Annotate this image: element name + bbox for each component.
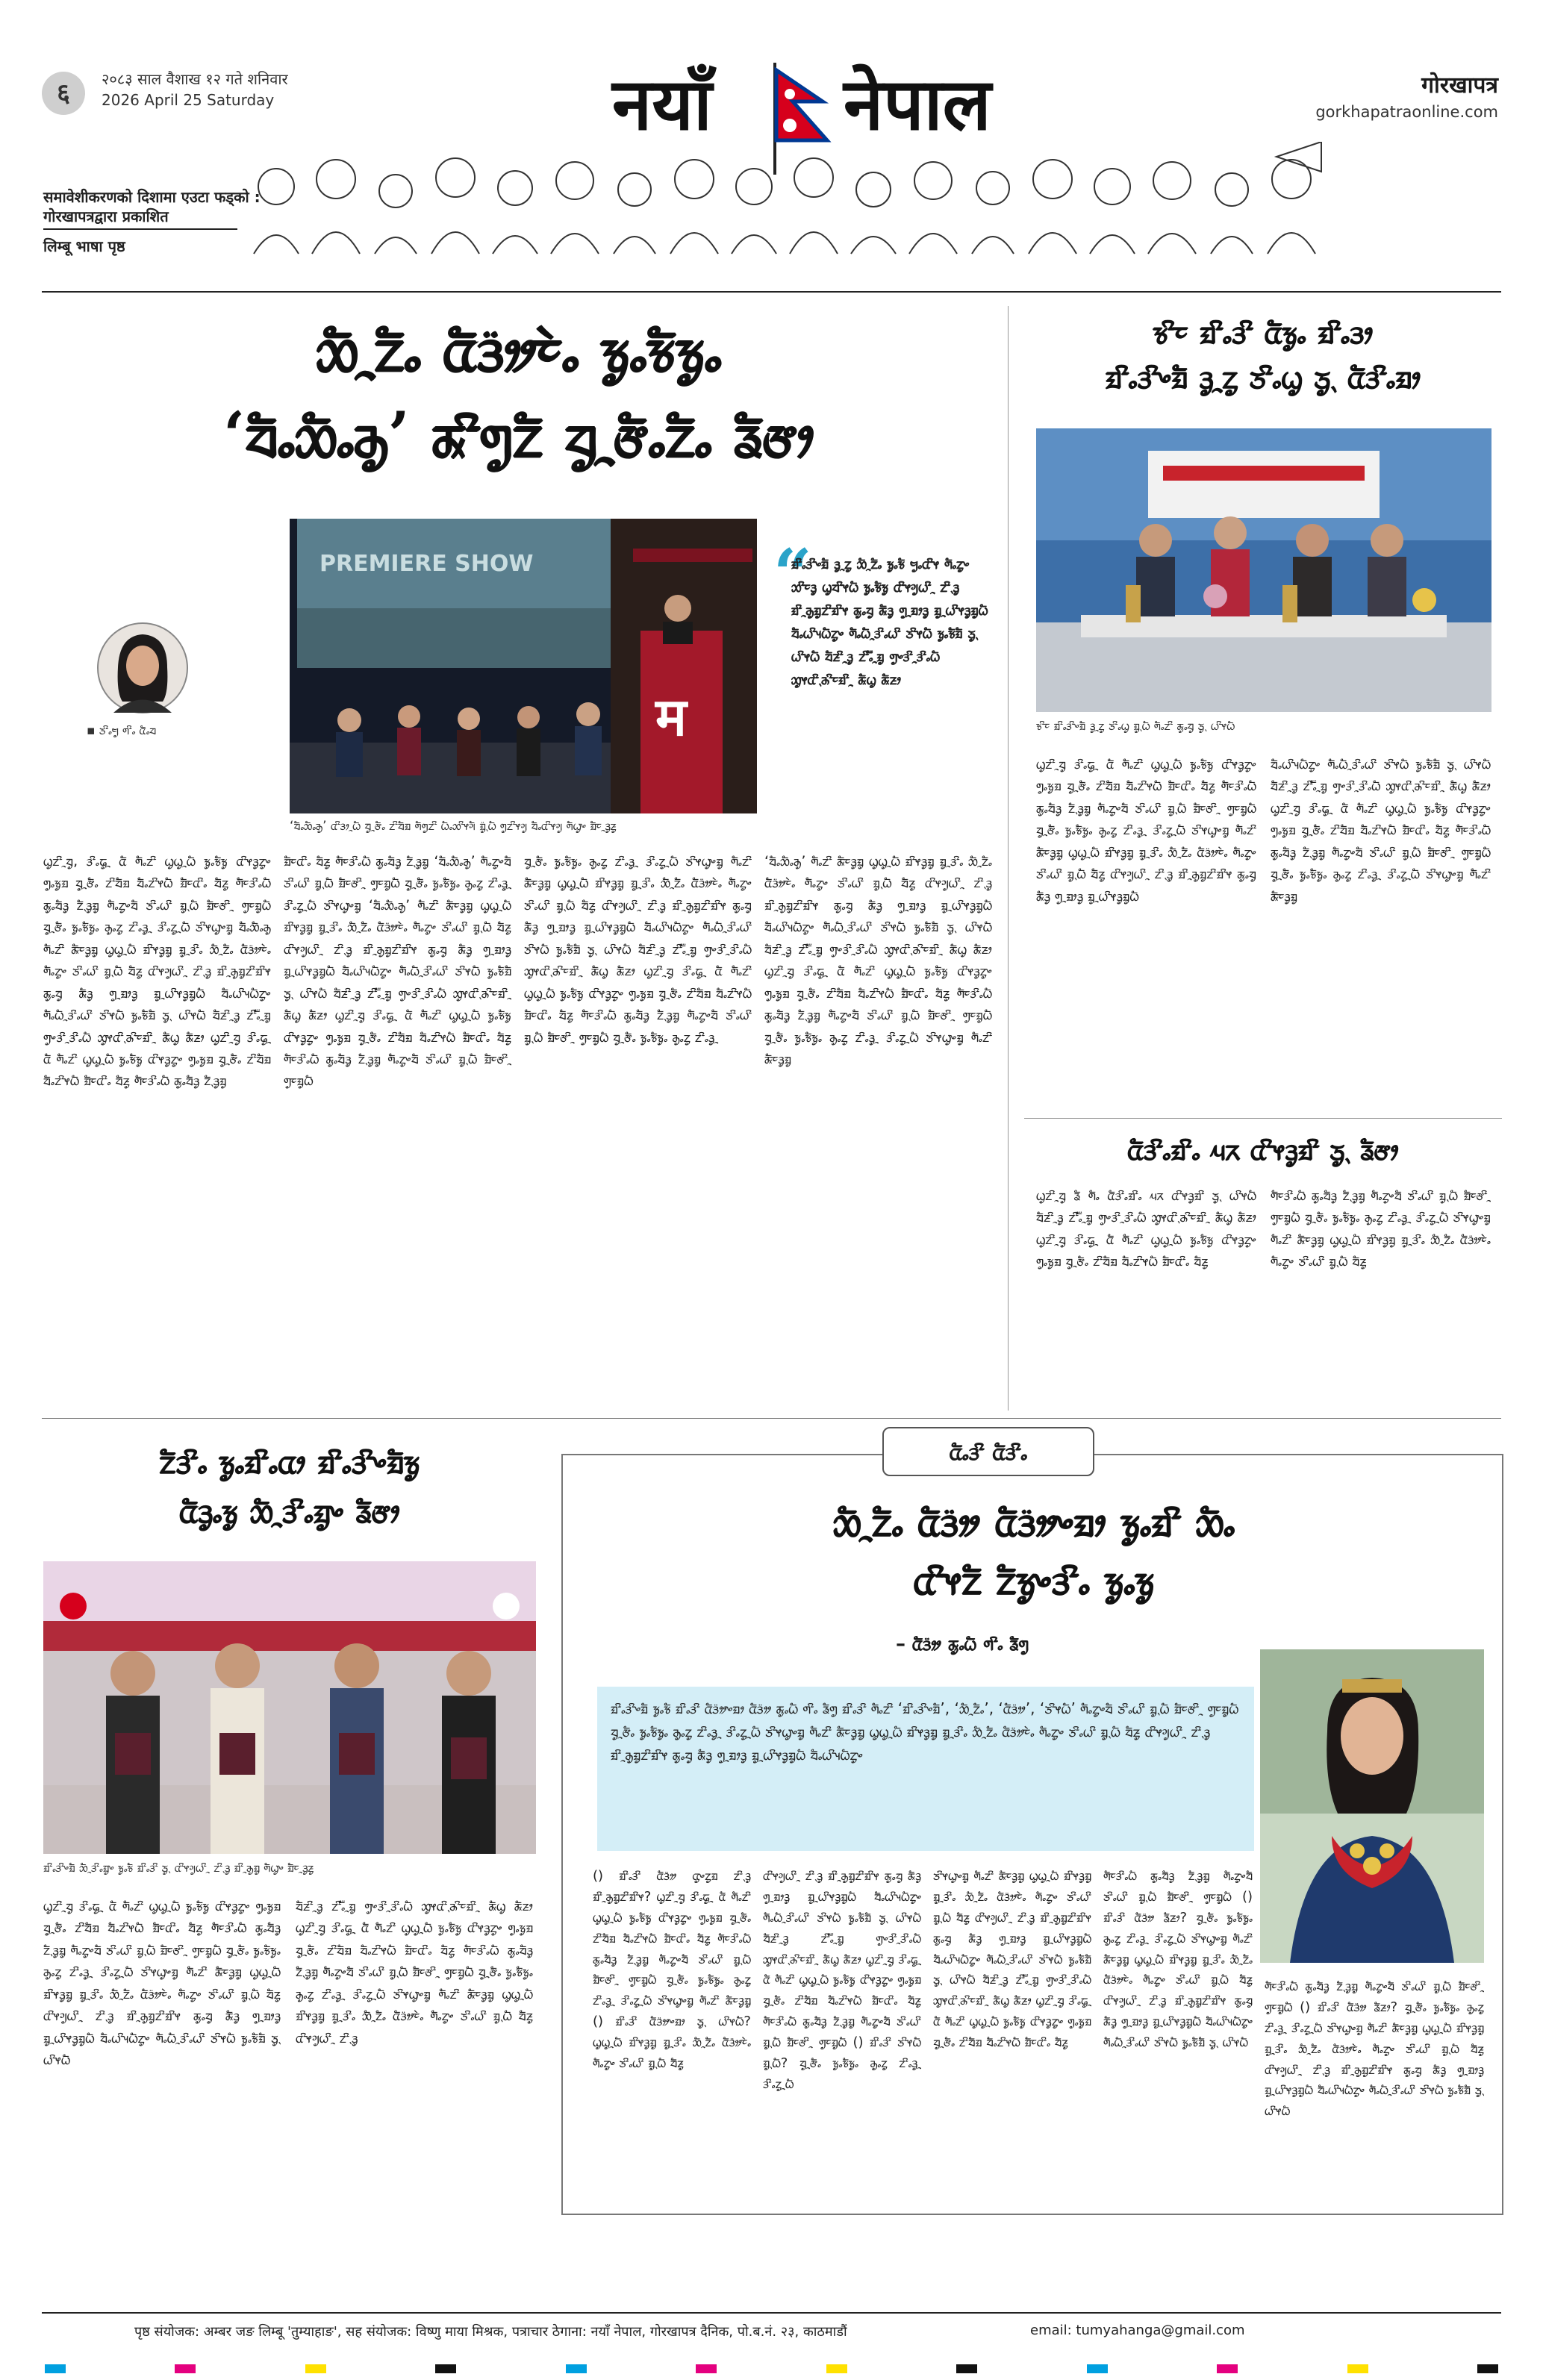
black-mark	[1477, 2364, 1498, 2373]
right-headline-line2: ᤀᤡᤱᤋᤡᤴᤀᤠ ᤋᤢᤳᤁᤢ ᤍᤡᤱᤐᤢ ᤍᤢᤷ ᤂᤠᤋᤡᤱᤀᤣ	[1105, 358, 1421, 396]
interviewee-photo	[1260, 1649, 1484, 1963]
date-english: 2026 April 25 Saturday	[102, 91, 275, 109]
column-divider	[1008, 306, 1009, 1411]
lead-photo-caption: ‘ᤔᤠᤱᤑᤠᤱᤌᤢ’ ᤂᤡᤋᤣᤳᤐᤠ ᤔᤢᤳᤅᤠᤱ ᤁᤡᤔᤠᤀ ᤛᤠᤛᤢᤁᤡ ᤐᤠᤱᤑᤡᤶᤆᤠ ᤀᤢ᤺ᤷᤐᤠ ᤛᤢᤁᤡᤶᤆᤢ ᤔᤠᤱᤂᤡᤶᤆᤢ ᤛᤠᤐᤢᤴ ᤀᤠᤰᤳᤋᤢᤏᤢ	[290, 819, 617, 834]
bottom-left-body-col2: ᤔᤠᤏᤡᤳᤋᤢ ᤁᤡᤱ᤺ᤠᤳᤀᤢ ᤛᤢᤴᤋᤡᤳᤋᤡᤱᤐᤠ ᤑᤢᤶᤂᤡᤷᤌᤡᤰᤀᤡᤳ ᤊᤠᤐᤢ ᤊᤠᤏᤣ ᤐᤢᤁᤡᤳᤔᤢ ᤋᤡᤱᤒᤢᤳ ᤂᤠ ᤛᤠᤱᤁᤡ ᤐᤢᤐᤢᤳᤐᤠ ᤃᤢᤱᤃᤠᤃᤢ ᤂᤡᤶᤋᤢᤁᤢᤴ ᤛᤢᤱᤃᤢᤀ ᤔᤢᤳᤅᤠᤱ ᤁᤡᤔᤠᤀ ᤔᤠᤱᤁᤡᤶᤐᤠ ᤀᤠᤰᤂᤡᤱ ᤔᤠᤏᤢ ᤛᤠᤰᤋᤡᤱᤐᤠ ᤊᤢᤱᤔᤠᤋᤢ ᤁᤠᤷᤋᤢᤀᤢ ᤛᤠᤱᤁᤢᤴᤔᤠ ᤍᤡᤱᤐᤡ ᤀᤢᤷᤐᤠ ᤀᤠᤰᤅᤡᤳ ᤛᤢᤰᤀᤢᤐᤠ ᤔᤢᤳᤅᤠᤱ ᤃᤢᤱᤃᤠᤃᤢᤱ ᤌᤢᤱᤁᤢ ᤁᤡᤱᤋᤢᤳ ᤋᤡᤱᤁᤢᤳᤐᤠ ᤍᤡᤶᤐᤢᤴᤀᤢ ᤛᤠᤱᤁᤡ ᤊᤠᤰᤋᤢᤀᤢ ᤐᤢᤐᤢᤳᤐᤠ ᤀᤡᤶᤋᤢᤀᤢ ᤀᤢᤳᤋᤡᤱ ᤑᤠᤳᤁᤠᤱ ᤂᤠᤋᤤ᤺ᤰᤧᤱ ᤛᤠᤱᤁᤢᤴ ᤍᤡᤱᤐᤡ ᤀᤢᤷᤐᤠ ᤔᤠᤏᤢ ᤂᤡᤶᤆᤢᤐᤡᤳ ᤁᤡᤷᤋᤢ	[296, 1898, 533, 2046]
tagline-divider	[43, 228, 237, 230]
footer-rule	[42, 2312, 1501, 2314]
svg-text:म: म	[655, 687, 687, 748]
brief-body-col2: ᤛᤠᤰᤋᤡᤱᤐᤠ ᤊᤢᤱᤔᤠᤋᤢ ᤁᤠᤷᤋᤢᤀᤢ ᤛᤠᤱᤁᤢᤴᤔᤠ ᤍᤡᤱᤐᤡ ᤀᤢᤷᤐᤠ ᤀᤠᤰᤅᤡᤳ ᤛᤢᤰᤀᤢᤐᤠ ᤔᤢᤳᤅᤠᤱ ᤃᤢᤱᤃᤠᤃᤢᤱ ᤌᤢᤱᤁᤢ ᤁᤡᤱᤋᤢᤳ ᤋᤡᤱᤁᤢᤳᤐᤠ ᤍᤡᤶᤐᤢᤴᤀᤢ ᤛᤠᤱᤁᤡ ᤊᤠᤰᤋᤢᤀᤢ ᤐᤢᤐᤢᤳᤐᤠ ᤀᤡᤶᤋᤢᤀᤢ ᤀᤢᤳᤋᤡᤱ ᤑᤠᤳᤁᤠᤱ ᤂᤠᤋᤤ᤺ᤰᤧᤱ ᤛᤠᤱᤁᤢᤴ ᤍᤡᤱᤐᤡ ᤀᤢᤷᤐᤠ ᤔᤠᤏᤢ	[1271, 1187, 1491, 1270]
interview-body-col3: ᤍᤡᤶᤐᤢᤴᤀᤢ ᤛᤠᤱᤁᤡ ᤊᤠᤰᤋᤢᤀᤢ ᤐᤢᤐᤢᤳᤐᤠ ᤀᤡᤶᤋᤢᤀᤢ ᤀᤢᤳᤋᤡᤱ ᤑᤠᤳᤁᤠᤱ ᤂᤠᤋᤤ᤺ᤰᤧᤱ ᤛᤠᤱᤁᤢᤴ ᤍᤡᤱᤐᤡ ᤀᤢᤷᤐᤠ ᤔᤠᤏᤢ ᤂᤡᤶᤆᤢᤐᤡᤳ ᤁᤡᤷᤋᤢ ᤀᤡᤳᤌᤢᤀᤢᤁᤡᤀᤡᤶ ᤊᤢᤱᤔᤢ ᤊᤠᤋᤢ ᤛᤢᤳᤀᤣᤋᤢ ᤀᤢᤳᤐᤡᤶᤋᤢᤀᤢᤐᤠ ᤔᤠᤱᤐᤡᤵᤐᤠᤁᤢᤴ ᤛᤠᤱᤐᤠᤳᤋᤡᤱᤐᤡ ᤍᤡᤶᤐᤠ ᤃᤢᤱᤃᤠᤀᤠ ᤍᤢᤷ ᤐᤡᤶᤐᤠ ᤔᤠᤏᤡᤳᤋᤢ ᤁᤡᤱ᤺ᤠᤳᤀᤢ ᤛᤢᤴᤋᤡᤳᤋᤡᤱᤐᤠ ᤑᤢᤶᤂᤡᤷᤌᤡᤰᤀᤡᤳ ᤊᤠᤐᤢ ᤊᤠᤏᤣ ᤐᤢᤁᤡᤳᤔᤢ ᤋᤡᤱᤒᤢᤳ ᤂᤠ ᤛᤠᤱᤁᤡ ᤐᤢᤐᤢᤳᤐᤠ ᤃᤢᤱᤃᤠᤃᤢ ᤂᤡᤶᤋᤢᤁᤢᤴ ᤛᤢᤱᤃᤢᤀ ᤔᤢᤳᤅᤠᤱ ᤁᤡᤔᤠᤀ ᤔᤠᤱᤁᤡᤶᤐᤠ ᤀᤠᤰᤂᤡᤱ ᤔᤠᤏᤢ	[933, 1868, 1091, 2051]
footer-email[interactable]: email: tumyahanga@gmail.com	[1030, 2323, 1245, 2338]
lead-body-col1: ᤐᤢᤁᤡᤳᤔᤢ, ᤋᤡᤱᤒᤢᤳ ᤂᤠ ᤛᤠᤱᤁᤡ ᤐᤢᤐᤢᤳᤐᤠ ᤃᤢᤱᤃᤠᤃᤢ ᤂᤡᤶᤋᤢᤁᤢᤴ ᤛᤢᤱᤃᤢᤀ ᤔᤢᤳᤅᤠᤱ ᤁᤡᤔᤠᤀ ᤔᤠᤱᤁᤡᤶᤐᤠ ᤀᤠᤰᤂᤡᤱ ᤔᤠᤏᤢ ᤛᤠᤰᤋᤡᤱᤐᤠ ᤊᤢᤱᤔᤠᤋᤢ ᤁᤠᤷᤋᤢᤀᤢ ᤛᤠᤱᤁᤢᤴᤔᤠ ᤍᤡᤱᤐᤡ ᤀᤢᤷᤐᤠ ᤀᤠᤰᤅᤡᤳ ᤛᤢᤰᤀᤢᤐᤠ ᤔᤢᤳᤅᤠᤱ ᤃᤢᤱᤃᤠᤃᤢᤱ ᤌᤢᤱᤁᤢ ᤁᤡᤱᤋᤢᤳ ᤋᤡᤱᤁᤢᤳᤐᤠ ᤍᤡᤶᤐᤢᤴᤀᤢ ᤔᤠᤱᤑᤠᤱᤌᤢ ᤛᤠᤱᤁᤡ ᤊᤠᤰᤋᤢᤀᤢ ᤐᤢᤐᤢᤳᤐᤠ ᤀᤡᤶᤋᤢᤀᤢ ᤀᤢᤳᤋᤡᤱ ᤑᤠᤳᤁᤠᤱ ᤂᤠᤋᤤ᤺ᤰᤧᤱ ᤛᤠᤱᤁᤢᤴ ᤍᤡᤱᤐᤡ ᤀᤢᤷᤐᤠ ᤔᤠᤏᤢ ᤂᤡᤶᤆᤢᤐᤡᤳ ᤁᤡᤷᤋᤢ ᤀᤡᤳᤌᤢᤀᤢᤁᤡᤀᤡᤶ ᤊᤢᤱᤔᤢ ᤊᤠᤋᤢ ᤛᤢᤳᤀᤣᤋᤢ ᤀᤢᤳᤐᤡᤶᤋᤢᤀᤢᤐᤠ ᤔᤠᤱᤐᤡᤵᤐᤠᤁᤢᤴ ᤛᤠᤱᤐᤠᤳᤋᤡᤱᤐᤡ ᤍᤡᤶᤐᤠ ᤃᤢᤱᤃᤠᤀᤠ ᤍᤢᤷ ᤐᤡᤶᤐᤠ ᤔᤠᤏᤡᤳᤋᤢ ᤁᤡᤱ᤺ᤠᤳᤀᤢ ᤛᤢᤴᤋᤡᤳᤋᤡᤱᤐᤠ ᤑᤢᤶᤂᤡᤷᤌᤡᤰᤀᤡᤳ ᤊᤠᤐᤢ ᤊᤠᤏᤣ ᤐᤢᤁᤡᤳᤔᤢ ᤋᤡᤱᤒᤢᤳ ᤂᤠ ᤛᤠᤱᤁᤡ ᤐᤢᤐᤢᤳᤐᤠ ᤃᤢᤱᤃᤠᤃᤢ ᤂᤡᤶᤋᤢᤁᤢᤴ ᤛᤢᤱᤃᤢᤀ ᤔᤢᤳᤅᤠᤱ ᤁᤡᤔᤠᤀ ᤔᤠᤱᤁᤡᤶᤐᤠ ᤀᤠᤰᤂᤡᤱ ᤔᤠᤏᤢ ᤛᤠᤰᤋᤡᤱᤐᤠ ᤊᤢᤱᤔᤠᤋᤢ ᤁᤠᤷᤋᤢᤀᤢ	[43, 853, 271, 1090]
lead-headline-line2: ‘ᤔᤠᤱᤑᤠᤱᤌᤢ’ ᤊᤡᤛᤢᤁᤠ ᤔᤢᤳᤅᤠᤱᤁᤠᤱ ᤕᤠᤅᤣ	[222, 398, 815, 472]
lead-headline-line1: ᤑᤠᤳᤁᤠᤱ ᤂᤠᤋᤤ᤺ᤰᤧᤱ ᤃᤢᤱᤃᤠᤃᤢᤱ	[316, 312, 722, 386]
cyan-mark	[566, 2364, 587, 2373]
svg-text:PREMIERE SHOW: PREMIERE SHOW	[319, 551, 534, 577]
masthead-bottom-rule	[42, 291, 1501, 293]
lead-body-col4: ‘ᤔᤠᤱᤑᤠᤱᤌᤢ’ ᤛᤠᤱᤁᤡ ᤊᤠᤰᤋᤢᤀᤢ ᤐᤢᤐᤢᤳᤐᤠ ᤀᤡᤶᤋᤢᤀᤢ ᤀᤢᤳᤋᤡᤱ ᤑᤠᤳᤁᤠᤱ ᤂᤠᤋᤤ᤺ᤰᤧᤱ ᤛᤠᤱᤁᤢᤴ ᤍᤡᤱᤐᤡ ᤀᤢᤷᤐᤠ ᤔᤠᤏᤢ ᤂᤡᤶᤆᤢᤐᤡᤳ ᤁᤡᤷᤋᤢ ᤀᤡᤳᤌᤢᤀᤢᤁᤡᤀᤡᤶ ᤊᤢᤱᤔᤢ ᤊᤠᤋᤢ ᤛᤢᤳᤀᤣᤋᤢ ᤀᤢᤳᤐᤡᤶᤋᤢᤀᤢᤐᤠ ᤔᤠᤱᤐᤡᤵᤐᤠᤁᤢᤴ ᤛᤠᤱᤐᤠᤳᤋᤡᤱᤐᤡ ᤍᤡᤶᤐᤠ ᤃᤢᤱᤃᤠᤀᤠ ᤍᤢᤷ ᤐᤡᤶᤐᤠ ᤔᤠᤏᤡᤳᤋᤢ ᤁᤡᤱ᤺ᤠᤳᤀᤢ ᤛᤢᤴᤋᤡᤳᤋᤡᤱᤐᤠ ᤑᤢᤶᤂᤡᤷᤌᤡᤰᤀᤡᤳ ᤊᤠᤐᤢ ᤊᤠᤏᤣ ᤐᤢᤁᤡᤳᤔᤢ ᤋᤡᤱᤒᤢᤳ ᤂᤠ ᤛᤠᤱᤁᤡ ᤐᤢᤐᤢᤳᤐᤠ ᤃᤢᤱᤃᤠᤃᤢ ᤂᤡᤶᤋᤢᤁᤢᤴ ᤛᤢᤱᤃᤢᤀ ᤔᤢᤳᤅᤠᤱ ᤁᤡᤔᤠᤀ ᤔᤠᤱᤁᤡᤶᤐᤠ ᤀᤠᤰᤂᤡᤱ ᤔᤠᤏᤢ ᤛᤠᤰᤋᤡᤱᤐᤠ ᤊᤢᤱᤔᤠᤋᤢ ᤁᤠᤷᤋᤢᤀᤢ ᤛᤠᤱᤁᤢᤴᤔᤠ ᤍᤡᤱᤐᤡ ᤀᤢᤷᤐᤠ ᤀᤠᤰᤅᤡᤳ ᤛᤢᤰᤀᤢᤐᤠ ᤔᤢᤳᤅᤠᤱ ᤃᤢᤱᤃᤠᤃᤢᤱ ᤌᤢᤱᤁᤢ ᤁᤡᤱᤋᤢᤳ ᤋᤡᤱᤁᤢᤳᤐᤠ ᤍᤡᤶᤐᤢᤴᤀᤢ ᤛᤠᤱᤁᤡ ᤊᤠᤰᤋᤢᤀᤢ	[764, 853, 992, 1067]
footer-credits: पृष्ठ संयोजक: अम्बर जङ लिम्बू 'तुम्याहाङ', सह संयोजक: विष्णु माया मिश्रक, पत्राचार ठेगाना: नयाँ नेपाल, गोरखापत्र दैनिक, पो.ब.नं. २३, काठमाडौं	[134, 2324, 847, 2340]
quote-mark-icon: “	[773, 534, 812, 613]
bottom-left-photo	[43, 1561, 536, 1854]
right-photo-caption: ᤃᤡᤰ ᤀᤡᤱᤋᤡᤴᤀᤠ ᤋᤢᤳᤁᤢ ᤍᤡᤱᤐᤢ ᤀᤢᤷᤐᤠ ᤛᤠᤱᤁᤡ ᤊᤢᤱᤔᤢ ᤍᤢᤷ ᤐᤡᤶᤐᤠ	[1036, 719, 1235, 734]
magenta-mark	[175, 2364, 196, 2373]
date-nepali: २०८३ साल वैशाख १२ गते शनिवार	[102, 70, 288, 88]
bottom-left-body-col1: ᤐᤢᤁᤡᤳᤔᤢ ᤋᤡᤱᤒᤢᤳ ᤂᤠ ᤛᤠᤱᤁᤡ ᤐᤢᤐᤢᤳᤐᤠ ᤃᤢᤱᤃᤠᤃᤢ ᤂᤡᤶᤋᤢᤁᤢᤴ ᤛᤢᤱᤃᤢᤀ ᤔᤢᤳᤅᤠᤱ ᤁᤡᤔᤠᤀ ᤔᤠᤱᤁᤡᤶᤐᤠ ᤀᤠᤰᤂᤡᤱ ᤔᤠᤏᤢ ᤛᤠᤰᤋᤡᤱᤐᤠ ᤊᤢᤱᤔᤠᤋᤢ ᤁᤠᤷᤋᤢᤀᤢ ᤛᤠᤱᤁᤢᤴᤔᤠ ᤍᤡᤱᤐᤡ ᤀᤢᤷᤐᤠ ᤀᤠᤰᤅᤡᤳ ᤛᤢᤰᤀᤢᤐᤠ ᤔᤢᤳᤅᤠᤱ ᤃᤢᤱᤃᤠᤃᤢᤱ ᤌᤢᤱᤁᤢ ᤁᤡᤱᤋᤢᤳ ᤋᤡᤱᤁᤢᤳᤐᤠ ᤍᤡᤶᤐᤢᤴᤀᤢ ᤛᤠᤱᤁᤡ ᤊᤠᤰᤋᤢᤀᤢ ᤐᤢᤐᤢᤳᤐᤠ ᤀᤡᤶᤋᤢᤀᤢ ᤀᤢᤳᤋᤡᤱ ᤑᤠᤳᤁᤠᤱ ᤂᤠᤋᤤ᤺ᤰᤧᤱ ᤛᤠᤱᤁᤢᤴ ᤍᤡᤱᤐᤡ ᤀᤢᤷᤐᤠ ᤔᤠᤏᤢ ᤂᤡᤶᤆᤢᤐᤡᤳ ᤁᤡᤷᤋᤢ ᤀᤡᤳᤌᤢᤀᤢᤁᤡᤀᤡᤶ ᤊᤢᤱᤔᤢ ᤊᤠᤋᤢ ᤛᤢᤳᤀᤣᤋᤢ ᤀᤢᤳᤐᤡᤶᤋᤢᤀᤢᤐᤠ ᤔᤠᤱᤐᤡᤵᤐᤠᤁᤢᤴ ᤛᤠᤱᤐᤠᤳᤋᤡᤱᤐᤡ ᤍᤡᤶᤐᤠ ᤃᤢᤱᤃᤠᤀᤠ ᤍᤢᤷ ᤐᤡᤶᤐᤠ	[43, 1898, 281, 2069]
brand-right-word: नेपाल	[844, 62, 991, 146]
page-number-badge: ६	[42, 72, 85, 115]
black-mark	[435, 2364, 456, 2373]
bottom-left-headline-line1: ᤁᤠᤋᤡᤱ ᤃᤢᤱᤀᤡᤱᤂᤣ ᤀᤡᤱᤋᤡᤴᤀᤠᤃᤢ	[159, 1441, 420, 1481]
yellow-mark	[1347, 2364, 1368, 2373]
right-photo	[1036, 428, 1491, 712]
lead-pullquote: ᤀᤡᤱᤋᤡᤴᤀᤠ ᤋᤢᤳᤁᤢ ᤑᤠᤳᤁᤠᤱ ᤃᤢᤱᤃᤠ ᤗᤢᤱᤂᤡᤶ ᤛᤠᤱᤁᤢᤴ ᤑᤡᤰᤋᤢ ᤐᤢᤔᤡᤶᤐᤠ ᤃᤢᤱᤃᤠᤃᤢ ᤂᤡᤶᤆᤢᤐᤡᤳ ᤁᤡᤷᤋᤢ ᤀᤡᤳᤌᤢᤀᤢᤁᤡᤀᤡᤶ ᤊᤢᤱᤔᤢ ᤊᤠᤋᤢ ᤛᤢᤳᤀᤣᤋᤢ ᤀᤢᤳᤐᤡᤶᤋᤢᤀᤢᤐᤠ ᤔᤠᤱᤐᤡᤵᤐᤠᤁᤢᤴ ᤛᤠᤱᤐᤠᤳᤋᤡᤱᤐᤡ ᤍᤡᤶᤐᤠ ᤃᤢᤱᤃᤠᤀᤠ ᤍᤢᤷ ᤐᤡᤶᤐᤠ ᤔᤠᤏᤡᤳᤋᤢ ᤁᤡᤱ᤺ᤠᤳᤀᤢ ᤛᤢᤴᤋᤡᤳᤋᤡᤱᤐᤠ ᤑᤢᤶᤂᤡᤷᤌᤡᤰᤀᤡᤳ ᤊᤠᤐᤢ ᤊᤠᤏᤣ	[791, 555, 988, 688]
brief-divider	[1024, 1118, 1502, 1119]
lead-body-col3: ᤔᤢᤳᤅᤠᤱ ᤃᤢᤱᤃᤠᤃᤢᤱ ᤌᤢᤱᤁᤢ ᤁᤡᤱᤋᤢᤳ ᤋᤡᤱᤁᤢᤳᤐᤠ ᤍᤡᤶᤐᤢᤴᤀᤢ ᤛᤠᤱᤁᤡ ᤊᤠᤰᤋᤢᤀᤢ ᤐᤢᤐᤢᤳᤐᤠ ᤀᤡᤶᤋᤢᤀᤢ ᤀᤢᤳᤋᤡᤱ ᤑᤠᤳᤁᤠᤱ ᤂᤠᤋᤤ᤺ᤰᤧᤱ ᤛᤠᤱᤁᤢᤴ ᤍᤡᤱᤐᤡ ᤀᤢᤷᤐᤠ ᤔᤠᤏᤢ ᤂᤡᤶᤆᤢᤐᤡᤳ ᤁᤡᤷᤋᤢ ᤀᤡᤳᤌᤢᤀᤢᤁᤡᤀᤡᤶ ᤊᤢᤱᤔᤢ ᤊᤠᤋᤢ ᤛᤢᤳᤀᤣᤋᤢ ᤀᤢᤳᤐᤡᤶᤋᤢᤀᤢᤐᤠ ᤔᤠᤱᤐᤡᤵᤐᤠᤁᤢᤴ ᤛᤠᤱᤐᤠᤳᤋᤡᤱᤐᤡ ᤍᤡᤶᤐᤠ ᤃᤢᤱᤃᤠᤀᤠ ᤍᤢᤷ ᤐᤡᤶᤐᤠ ᤔᤠᤏᤡᤳᤋᤢ ᤁᤡᤱ᤺ᤠᤳᤀᤢ ᤛᤢᤴᤋᤡᤳᤋᤡᤱᤐᤠ ᤑᤢᤶᤂᤡᤷᤌᤡᤰᤀᤡᤳ ᤊᤠᤐᤢ ᤊᤠᤏᤣ ᤐᤢᤁᤡᤳᤔᤢ ᤋᤡᤱᤒᤢᤳ ᤂᤠ ᤛᤠᤱᤁᤡ ᤐᤢᤐᤢᤳᤐᤠ ᤃᤢᤱᤃᤠᤃᤢ ᤂᤡᤶᤋᤢᤁᤢᤴ ᤛᤢᤱᤃᤢᤀ ᤔᤢᤳᤅᤠᤱ ᤁᤡᤔᤠᤀ ᤔᤠᤱᤁᤡᤶᤐᤠ ᤀᤠᤰᤂᤡᤱ ᤔᤠᤏᤢ ᤛᤠᤰᤋᤡᤱᤐᤠ ᤊᤢᤱᤔᤠᤋᤢ ᤁᤠᤷᤋᤢᤀᤢ ᤛᤠᤱᤁᤢᤴᤔᤠ ᤍᤡᤱᤐᤡ ᤀᤢᤷᤐᤠ ᤀᤠᤰᤅᤡᤳ ᤛᤢᤰᤀᤢᤐᤠ ᤔᤢᤳᤅᤠᤱ ᤃᤢᤱᤃᤠᤃᤢᤱ ᤌᤢᤱᤁᤢ ᤁᤡᤱᤋᤢᤳ	[524, 853, 752, 1046]
lead-byline: ▪ ᤍᤡᤱᤗᤢ ᤛᤡᤱ ᤂᤠᤱᤔ	[87, 723, 157, 738]
crowd-illustration	[246, 142, 1336, 269]
lead-body-col2: ᤀᤠᤰᤂᤡᤱ ᤔᤠᤏᤢ ᤛᤠᤰᤋᤡᤱᤐᤠ ᤊᤢᤱᤔᤠᤋᤢ ᤁᤠᤷᤋᤢᤀᤢ ‘ᤔᤠᤱᤑᤠᤱᤌᤢ’ ᤛᤠᤱᤁᤢᤴᤔᤠ ᤍᤡᤱᤐᤡ ᤀᤢᤷᤐᤠ ᤀᤠᤰᤅᤡᤳ ᤛᤢᤰᤀᤢᤐᤠ ᤔᤢᤳᤅᤠᤱ ᤃᤢᤱᤃᤠᤃᤢᤱ ᤌᤢᤱᤁᤢ ᤁᤡᤱᤋᤢᤳ ᤋᤡᤱᤁᤢᤳᤐᤠ ᤍᤡᤶᤐᤢᤴᤀᤢ ‘ᤔᤠᤱᤑᤠᤱᤌᤢ’ ᤛᤠᤱᤁᤡ ᤊᤠᤰᤋᤢᤀᤢ ᤐᤢᤐᤢᤳᤐᤠ ᤀᤡᤶᤋᤢᤀᤢ ᤀᤢᤳᤋᤡᤱ ᤑᤠᤳᤁᤠᤱ ᤂᤠᤋᤤ᤺ᤰᤧᤱ ᤛᤠᤱᤁᤢᤴ ᤍᤡᤱᤐᤡ ᤀᤢᤷᤐᤠ ᤔᤠᤏᤢ ᤂᤡᤶᤆᤢᤐᤡᤳ ᤁᤡᤷᤋᤢ ᤀᤡᤳᤌᤢᤀᤢᤁᤡᤀᤡᤶ ᤊᤢᤱᤔᤢ ᤊᤠᤋᤢ ᤛᤢᤳᤀᤣᤋᤢ ᤀᤢᤳᤐᤡᤶᤋᤢᤀᤢᤐᤠ ᤔᤠᤱᤐᤡᤵᤐᤠᤁᤢᤴ ᤛᤠᤱᤐᤠᤳᤋᤡᤱᤐᤡ ᤍᤡᤶᤐᤠ ᤃᤢᤱᤃᤠᤀᤠ ᤍᤢᤷ ᤐᤡᤶᤐᤠ ᤔᤠᤏᤡᤳᤋᤢ ᤁᤡᤱ᤺ᤠᤳᤀᤢ ᤛᤢᤴᤋᤡᤳᤋᤡᤱᤐᤠ ᤑᤢᤶᤂᤡᤷᤌᤡᤰᤀᤡᤳ ᤊᤠᤐᤢ ᤊᤠᤏᤣ ᤐᤢᤁᤡᤳᤔᤢ ᤋᤡᤱᤒᤢᤳ ᤂᤠ ᤛᤠᤱᤁᤡ ᤐᤢᤐᤢᤳᤐᤠ ᤃᤢᤱᤃᤠᤃᤢ ᤂᤡᤶᤋᤢᤁᤢᤴ ᤛᤢᤱᤃᤢᤀ ᤔᤢᤳᤅᤠᤱ ᤁᤡᤔᤠᤀ ᤔᤠᤱᤁᤡᤶᤐᤠ ᤀᤠᤰᤂᤡᤱ ᤔᤠᤏᤢ ᤛᤠᤰᤋᤡᤱᤐᤠ ᤊᤢᤱᤔᤠᤋᤢ ᤁᤠᤷᤋᤢᤀᤢ ᤛᤠᤱᤁᤢᤴᤔᤠ ᤍᤡᤱᤐᤡ ᤀᤢᤷᤐᤠ ᤀᤠᤰᤅᤡᤳ ᤛᤢᤰᤀᤢᤐᤠ	[284, 853, 511, 1090]
interview-body-col2: ᤂᤡᤶᤆᤢᤐᤡᤳ ᤁᤡᤷᤋᤢ ᤀᤡᤳᤌᤢᤀᤢᤁᤡᤀᤡᤶ ᤊᤢᤱᤔᤢ ᤊᤠᤋᤢ ᤛᤢᤳᤀᤣᤋᤢ ᤀᤢᤳᤐᤡᤶᤋᤢᤀᤢᤐᤠ ᤔᤠᤱᤐᤡᤵᤐᤠᤁᤢᤴ ᤛᤠᤱᤐᤠᤳᤋᤡᤱᤐᤡ ᤍᤡᤶᤐᤠ ᤃᤢᤱᤃᤠᤀᤠ ᤍᤢᤷ ᤐᤡᤶᤐᤠ ᤔᤠᤏᤡᤳᤋᤢ ᤁᤡᤱ᤺ᤠᤳᤀᤢ ᤛᤢᤴᤋᤡᤳᤋᤡᤱᤐᤠ ᤑᤢᤶᤂᤡᤷᤌᤡᤰᤀᤡᤳ ᤊᤠᤐᤢ ᤊᤠᤏᤣ ᤐᤢᤁᤡᤳᤔᤢ ᤋᤡᤱᤒᤢᤳ ᤂᤠ ᤛᤠᤱᤁᤡ ᤐᤢᤐᤢᤳᤐᤠ ᤃᤢᤱᤃᤠᤃᤢ ᤂᤡᤶᤋᤢᤁᤢᤴ ᤛᤢᤱᤃᤢᤀ ᤔᤢᤳᤅᤠᤱ ᤁᤡᤔᤠᤀ ᤔᤠᤱᤁᤡᤶᤐᤠ ᤀᤠᤰᤂᤡᤱ ᤔᤠᤏᤢ ᤛᤠᤰᤋᤡᤱᤐᤠ ᤊᤢᤱᤔᤠᤋᤢ ᤁᤠᤷᤋᤢᤀᤢ ᤛᤠᤱᤁᤢᤴᤔᤠ ᤍᤡᤱᤐᤡ ᤀᤢᤷᤐᤠ ᤀᤠᤰᤅᤡᤳ ᤛᤢᤰᤀᤢᤐᤠ () ᤀᤡᤱᤋᤡ ᤍᤡᤶᤐᤠ ᤀᤢᤷᤐᤠ? ᤔᤢᤳᤅᤠᤱ ᤃᤢᤱᤃᤠᤃᤢᤱ ᤌᤢᤱᤁᤢ ᤁᤡᤱᤋᤢᤳ ᤋᤡᤱᤁᤢᤳᤐᤠ	[763, 1868, 921, 2092]
black-mark	[956, 2364, 977, 2373]
interview-intro: ᤀᤡᤱᤋᤡᤴᤀᤠ ᤃᤢᤱᤃᤠ ᤀᤡᤱᤋᤡ ᤂᤠᤋᤤ᤺ᤴᤀᤣ ᤂᤠᤋᤤ᤺ ᤊᤢᤱᤐᤠ ᤛᤡᤱ ᤕᤠᤛᤢ ᤀᤡᤱᤋᤡ ᤛᤠᤱᤁᤡ ‘ᤀᤡᤱᤋᤡᤴᤀᤠ’, ‘ᤑᤠᤳᤁᤠᤱ’, ‘ᤂᤠᤋᤤ᤺’, ‘ᤍᤡᤶᤐᤠ’ ᤛᤠᤱᤁᤢᤴᤔᤠ ᤍᤡᤱᤐᤡ ᤀᤢᤷᤐᤠ ᤀᤠᤰᤅᤡᤳ ᤛᤢᤰᤀᤢᤐᤠ ᤔᤢᤳᤅᤠᤱ ᤃᤢᤱᤃᤠᤃᤢᤱ ᤌᤢᤱᤁᤢ ᤁᤡᤱᤋᤢᤳ ᤋᤡᤱᤁᤢᤳᤐᤠ ᤍᤡᤶᤐᤢᤴᤀᤢ ᤛᤠᤱᤁᤡ ᤊᤠᤰᤋᤢᤀᤢ ᤐᤢᤐᤢᤳᤐᤠ ᤀᤡᤶᤋᤢᤀᤢ ᤀᤢᤳᤋᤡᤱ ᤑᤠᤳᤁᤠᤱ ᤂᤠᤋᤤ᤺ᤰᤧᤱ ᤛᤠᤱᤁᤢᤴ ᤍᤡᤱᤐᤡ ᤀᤢᤷᤐᤠ ᤔᤠᤏᤢ ᤂᤡᤶᤆᤢᤐᤡᤳ ᤁᤡᤷᤋᤢ ᤀᤡᤳᤌᤢᤀᤢᤁᤡᤀᤡᤶ ᤊᤢᤱᤔᤢ ᤊᤠᤋᤢ ᤛᤢᤳᤀᤣᤋᤢ ᤀᤢᤳᤐᤡᤶᤋᤢᤀᤢᤐᤠ ᤔᤠᤱᤐᤡᤵᤐᤠᤁᤢᤴ	[597, 1687, 1254, 1851]
interview-body-col4: ᤛᤠᤰᤋᤡᤱᤐᤠ ᤊᤢᤱᤔᤠᤋᤢ ᤁᤠᤷᤋᤢᤀᤢ ᤛᤠᤱᤁᤢᤴᤔᤠ ᤍᤡᤱᤐᤡ ᤀᤢᤷᤐᤠ ᤀᤠᤰᤅᤡᤳ ᤛᤢᤰᤀᤢᤐᤠ () ᤀᤡᤱᤋᤡ ᤂᤠᤋᤤ᤺ ᤕᤠᤏᤣ? ᤔᤢᤳᤅᤠᤱ ᤃᤢᤱᤃᤠᤃᤢᤱ ᤌᤢᤱᤁᤢ ᤁᤡᤱᤋᤢᤳ ᤋᤡᤱᤁᤢᤳᤐᤠ ᤍᤡᤶᤐᤢᤴᤀᤢ ᤛᤠᤱᤁᤡ ᤊᤠᤰᤋᤢᤀᤢ ᤐᤢᤐᤢᤳᤐᤠ ᤀᤡᤶᤋᤢᤀᤢ ᤀᤢᤳᤋᤡᤱ ᤑᤠᤳᤁᤠᤱ ᤂᤠᤋᤤ᤺ᤰᤧᤱ ᤛᤠᤱᤁᤢᤴ ᤍᤡᤱᤐᤡ ᤀᤢᤷᤐᤠ ᤔᤠᤏᤢ ᤂᤡᤶᤆᤢᤐᤡᤳ ᤁᤡᤷᤋᤢ ᤀᤡᤳᤌᤢᤀᤢᤁᤡᤀᤡᤶ ᤊᤢᤱᤔᤢ ᤊᤠᤋᤢ ᤛᤢᤳᤀᤣᤋᤢ ᤀᤢᤳᤐᤡᤶᤋᤢᤀᤢᤐᤠ ᤔᤠᤱᤐᤡᤵᤐᤠᤁᤢᤴ ᤛᤠᤱᤐᤠᤳᤋᤡᤱᤐᤡ ᤍᤡᤶᤐᤠ ᤃᤢᤱᤃᤠᤀᤠ ᤍᤢᤷ ᤐᤡᤶᤐᤠ	[1103, 1868, 1253, 2051]
brief-body-col1: ᤐᤢᤁᤡᤳᤔᤢ ᤕᤠ ᤛᤠᤱ ᤂᤠᤋᤡᤱᤀᤡᤱ ᤘᤖ ᤂᤡᤶᤋᤢᤀᤡ ᤍᤢᤷ ᤐᤡᤶᤐᤠ ᤔᤠᤏᤡᤳᤋᤢ ᤁᤡᤱ᤺ᤠᤳᤀᤢ ᤛᤢᤴᤋᤡᤳᤋᤡᤱᤐᤠ ᤑᤢᤶᤂᤡᤷᤌᤡᤰᤀᤡᤳ ᤊᤠᤐᤢ ᤊᤠᤏᤣ ᤐᤢᤁᤡᤳᤔᤢ ᤋᤡᤱᤒᤢᤳ ᤂᤠ ᤛᤠᤱᤁᤡ ᤐᤢᤐᤢᤳᤐᤠ ᤃᤢᤱᤃᤠᤃᤢ ᤂᤡᤶᤋᤢᤁᤢᤴ ᤛᤢᤱᤃᤢᤀ ᤔᤢᤳᤅᤠᤱ ᤁᤡᤔᤠᤀ ᤔᤠᤱᤁᤡᤶᤐᤠ ᤀᤠᤰᤂᤡᤱ ᤔᤠᤏᤢ	[1036, 1187, 1256, 1270]
section-label: लिम्बू भाषा पृष्ठ	[43, 237, 125, 255]
magenta-mark	[696, 2364, 717, 2373]
yellow-mark	[826, 2364, 847, 2373]
section-divider	[42, 1418, 1501, 1419]
interview-headline-line1: ᤑᤠᤳᤁᤠᤱ ᤂᤠᤋᤤ᤺ ᤂᤠᤋᤤ᤺ᤴᤀᤣ ᤃᤢᤱᤀᤡ ᤑᤠᤱ	[832, 1497, 1235, 1546]
publisher-name: गोरखापत्र	[1421, 72, 1498, 99]
bottom-left-headline-line2: ᤂᤠᤋᤢᤱᤃᤢ ᤑᤠᤳᤋᤡᤱᤀᤢᤴ ᤕᤠᤅᤣ	[179, 1490, 400, 1531]
magenta-mark	[1217, 2364, 1238, 2373]
interview-body-col5: ᤛᤠᤰᤋᤡᤱᤐᤠ ᤊᤢᤱᤔᤠᤋᤢ ᤁᤠᤷᤋᤢᤀᤢ ᤛᤠᤱᤁᤢᤴᤔᤠ ᤍᤡᤱᤐᤡ ᤀᤢᤷᤐᤠ ᤀᤠᤰᤅᤡᤳ ᤛᤢᤰᤀᤢᤐᤠ () ᤀᤡᤱᤋᤡ ᤂᤠᤋᤤ᤺ ᤕᤠᤏᤣ? ᤔᤢᤳᤅᤠᤱ ᤃᤢᤱᤃᤠᤃᤢᤱ ᤌᤢᤱᤁᤢ ᤁᤡᤱᤋᤢᤳ ᤋᤡᤱᤁᤢᤳᤐᤠ ᤍᤡᤶᤐᤢᤴᤀᤢ ᤛᤠᤱᤁᤡ ᤊᤠᤰᤋᤢᤀᤢ ᤐᤢᤐᤢᤳᤐᤠ ᤀᤡᤶᤋᤢᤀᤢ ᤀᤢᤳᤋᤡᤱ ᤑᤠᤳᤁᤠᤱ ᤂᤠᤋᤤ᤺ᤰᤧᤱ ᤛᤠᤱᤁᤢᤴ ᤍᤡᤱᤐᤡ ᤀᤢᤷᤐᤠ ᤔᤠᤏᤢ ᤂᤡᤶᤆᤢᤐᤡᤳ ᤁᤡᤷᤋᤢ ᤀᤡᤳᤌᤢᤀᤢᤁᤡᤀᤡᤶ ᤊᤢᤱᤔᤢ ᤊᤠᤋᤢ ᤛᤢᤳᤀᤣᤋᤢ ᤀᤢᤳᤐᤡᤶᤋᤢᤀᤢᤐᤠ ᤔᤠᤱᤐᤡᤵᤐᤠᤁᤢᤴ ᤛᤠᤱᤐᤠᤳᤋᤡᤱᤐᤡ ᤍᤡᤶᤐᤠ ᤃᤢᤱᤃᤠᤀᤠ ᤍᤢᤷ ᤐᤡᤶᤐᤠ	[1265, 1978, 1484, 2120]
bottom-left-photo-caption: ᤀᤡᤱᤋᤡᤴᤀᤠ ᤑᤠᤳᤋᤡᤱᤀᤢᤴ ᤃᤢᤱᤃᤠ ᤀᤡᤱᤋᤡ ᤍᤢᤷ ᤂᤡᤶᤆᤢᤐᤡᤳ ᤁᤡᤷᤋᤢ ᤀᤡᤳᤌᤢᤀᤢ ᤛᤠᤐᤢᤴ ᤀᤠᤰᤳᤋᤢᤏᤢ	[43, 1861, 314, 1875]
right-body-col1: ᤐᤢᤁᤡᤳᤔᤢ ᤋᤡᤱᤒᤢᤳ ᤂᤠ ᤛᤠᤱᤁᤡ ᤐᤢᤐᤢᤳᤐᤠ ᤃᤢᤱᤃᤠᤃᤢ ᤂᤡᤶᤋᤢᤁᤢᤴ ᤛᤢᤱᤃᤢᤀ ᤔᤢᤳᤅᤠᤱ ᤁᤡᤔᤠᤀ ᤔᤠᤱᤁᤡᤶᤐᤠ ᤀᤠᤰᤂᤡᤱ ᤔᤠᤏᤢ ᤛᤠᤰᤋᤡᤱᤐᤠ ᤊᤢᤱᤔᤠᤋᤢ ᤁᤠᤷᤋᤢᤀᤢ ᤛᤠᤱᤁᤢᤴᤔᤠ ᤍᤡᤱᤐᤡ ᤀᤢᤷᤐᤠ ᤀᤠᤰᤅᤡᤳ ᤛᤢᤰᤀᤢᤐᤠ ᤔᤢᤳᤅᤠᤱ ᤃᤢᤱᤃᤠᤃᤢᤱ ᤌᤢᤱᤁᤢ ᤁᤡᤱᤋᤢᤳ ᤋᤡᤱᤁᤢᤳᤐᤠ ᤍᤡᤶᤐᤢᤴᤀᤢ ᤛᤠᤱᤁᤡ ᤊᤠᤰᤋᤢᤀᤢ ᤐᤢᤐᤢᤳᤐᤠ ᤀᤡᤶᤋᤢᤀᤢ ᤀᤢᤳᤋᤡᤱ ᤑᤠᤳᤁᤠᤱ ᤂᤠᤋᤤ᤺ᤰᤧᤱ ᤛᤠᤱᤁᤢᤴ ᤍᤡᤱᤐᤡ ᤀᤢᤷᤐᤠ ᤔᤠᤏᤢ ᤂᤡᤶᤆᤢᤐᤡᤳ ᤁᤡᤷᤋᤢ ᤀᤡᤳᤌᤢᤀᤢᤁᤡᤀᤡᤶ ᤊᤢᤱᤔᤢ ᤊᤠᤋᤢ ᤛᤢᤳᤀᤣᤋᤢ ᤀᤢᤳᤐᤡᤶᤋᤢᤀᤢᤐᤠ	[1036, 756, 1256, 905]
interview-byline: – ᤂᤠᤋᤤ᤺ ᤊᤢᤱᤐᤠ ᤛᤡᤱ ᤕᤠᤛᤢ	[896, 1633, 1029, 1655]
brief-headline: ᤂᤠᤋᤡᤱᤀᤡᤱ ᤘᤖ ᤂᤡᤶᤋᤢᤀᤡ ᤍᤢᤷ ᤕᤠᤅᤣ	[1127, 1132, 1399, 1167]
yellow-mark	[305, 2364, 326, 2373]
cyan-mark	[1087, 2364, 1108, 2373]
tagline-line2: गोरखापत्रद्वारा प्रकाशित	[43, 207, 169, 225]
interview-headline-line2: ᤂᤡᤶᤁᤠ ᤁᤠᤃᤢᤴᤋᤡᤱ ᤃᤢᤱᤃᤢ	[913, 1555, 1155, 1605]
lead-photo	[290, 519, 757, 813]
reporter-avatar	[96, 621, 190, 715]
interview-body-col1: () ᤀᤡᤱᤋᤡ ᤂᤠᤋᤤ᤺ ᤂᤢᤴᤁᤢᤀ ᤁᤡᤷᤋᤢ ᤀᤡᤳᤌᤢᤀᤢᤁᤡᤀᤡᤶ? ᤐᤢᤁᤡᤳᤔᤢ ᤋᤡᤱᤒᤢᤳ ᤂᤠ ᤛᤠᤱᤁᤡ ᤐᤢᤐᤢᤳᤐᤠ ᤃᤢᤱᤃᤠᤃᤢ ᤂᤡᤶᤋᤢᤁᤢᤴ ᤛᤢᤱᤃᤢᤀ ᤔᤢᤳᤅᤠᤱ ᤁᤡᤔᤠᤀ ᤔᤠᤱᤁᤡᤶᤐᤠ ᤀᤠᤰᤂᤡᤱ ᤔᤠᤏᤢ ᤛᤠᤰᤋᤡᤱᤐᤠ ᤊᤢᤱᤔᤠᤋᤢ ᤁᤠᤷᤋᤢᤀᤢ ᤛᤠᤱᤁᤢᤴᤔᤠ ᤍᤡᤱᤐᤡ ᤀᤢᤷᤐᤠ ᤀᤠᤰᤅᤡᤳ ᤛᤢᤰᤀᤢᤐᤠ ᤔᤢᤳᤅᤠᤱ ᤃᤢᤱᤃᤠᤃᤢᤱ ᤌᤢᤱᤁᤢ ᤁᤡᤱᤋᤢᤳ ᤋᤡᤱᤁᤢᤳᤐᤠ ᤍᤡᤶᤐᤢᤴᤀᤢ ᤛᤠᤱᤁᤡ ᤊᤠᤰᤋᤢᤀᤢ () ᤀᤡᤱᤋᤡ ᤂᤠᤋᤤ᤺ᤴᤀᤣ ᤍᤢᤷ ᤐᤡᤶᤐᤠ? ᤐᤢᤐᤢᤳᤐᤠ ᤀᤡᤶᤋᤢᤀᤢ ᤀᤢᤳᤋᤡᤱ ᤑᤠᤳᤁᤠᤱ ᤂᤠᤋᤤ᤺ᤰᤧᤱ ᤛᤠᤱᤁᤢᤴ ᤍᤡᤱᤐᤡ ᤀᤢᤷᤐᤠ ᤔᤠᤏᤢ	[593, 1868, 751, 2072]
website-url[interactable]: gorkhapatraonline.com	[1315, 103, 1498, 121]
cyan-mark	[45, 2364, 66, 2373]
brand-left-word: नयाँ	[612, 62, 712, 146]
right-headline-line1: ᤃᤡᤰ ᤀᤡᤱᤋᤡ ᤂᤠᤃᤢᤱ ᤀᤡᤱᤋᤣ	[1153, 313, 1374, 352]
right-body-col2: ᤔᤠᤱᤐᤡᤵᤐᤠᤁᤢᤴ ᤛᤠᤱᤐᤠᤳᤋᤡᤱᤐᤡ ᤍᤡᤶᤐᤠ ᤃᤢᤱᤃᤠᤀᤠ ᤍᤢᤷ ᤐᤡᤶᤐᤠ ᤔᤠᤏᤡᤳᤋᤢ ᤁᤡᤱ᤺ᤠᤳᤀᤢ ᤛᤢᤴᤋᤡᤳᤋᤡᤱᤐᤠ ᤑᤢᤶᤂᤡᤷᤌᤡᤰᤀᤡᤳ ᤊᤠᤐᤢ ᤊᤠᤏᤣ ᤐᤢᤁᤡᤳᤔᤢ ᤋᤡᤱᤒᤢᤳ ᤂᤠ ᤛᤠᤱᤁᤡ ᤐᤢᤐᤢᤳᤐᤠ ᤃᤢᤱᤃᤠᤃᤢ ᤂᤡᤶᤋᤢᤁᤢᤴ ᤛᤢᤱᤃᤢᤀ ᤔᤢᤳᤅᤠᤱ ᤁᤡᤔᤠᤀ ᤔᤠᤱᤁᤡᤶᤐᤠ ᤀᤠᤰᤂᤡᤱ ᤔᤠᤏᤢ ᤛᤠᤰᤋᤡᤱᤐᤠ ᤊᤢᤱᤔᤠᤋᤢ ᤁᤠᤷᤋᤢᤀᤢ ᤛᤠᤱᤁᤢᤴᤔᤠ ᤍᤡᤱᤐᤡ ᤀᤢᤷᤐᤠ ᤀᤠᤰᤅᤡᤳ ᤛᤢᤰᤀᤢᤐᤠ ᤔᤢᤳᤅᤠᤱ ᤃᤢᤱᤃᤠᤃᤢᤱ ᤌᤢᤱᤁᤢ ᤁᤡᤱᤋᤢᤳ ᤋᤡᤱᤁᤢᤳᤐᤠ ᤍᤡᤶᤐᤢᤴᤀᤢ ᤛᤠᤱᤁᤡ ᤊᤠᤰᤋᤢᤀᤢ	[1271, 756, 1491, 905]
color-registration-bar	[45, 2364, 1498, 2373]
interview-section-tag: ᤂᤠᤱᤋᤡ ᤂᤠᤋᤡᤱ	[882, 1427, 1094, 1476]
tagline-line1: समावेशीकरणको दिशामा एउटा फड्को :	[43, 188, 261, 206]
